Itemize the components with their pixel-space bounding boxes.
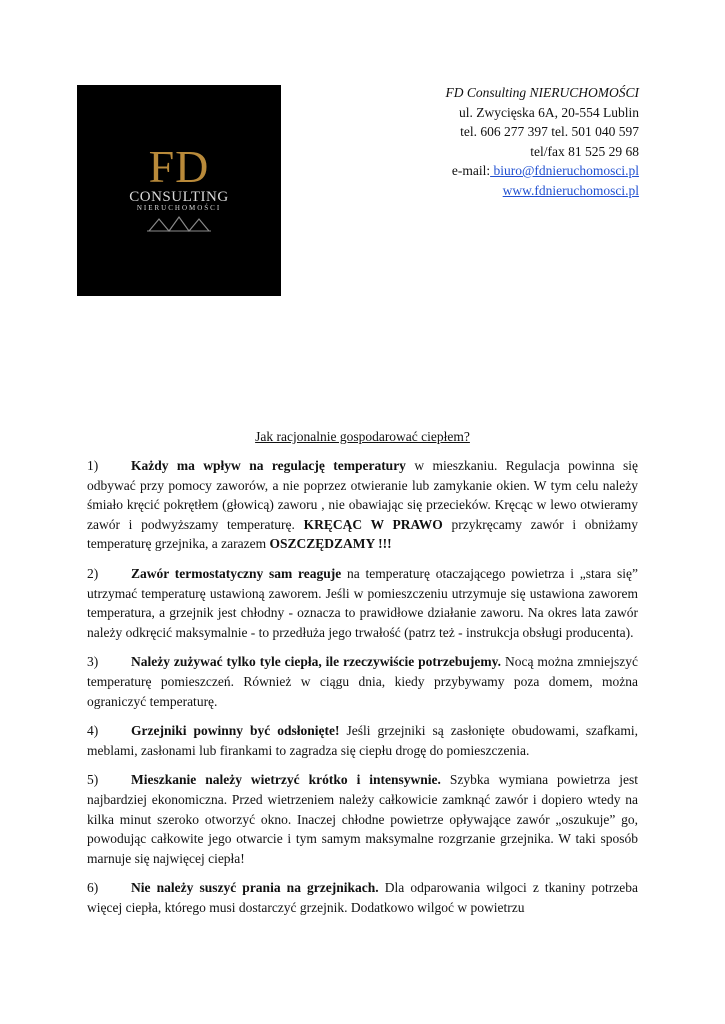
item-number: 4) [87,723,99,739]
item-emphasis: KRĘCĄC W PRAWO [303,516,443,532]
item-heading: Nie należy suszyć prania na grzejnikach. [131,880,379,896]
logo-skyline [149,217,209,231]
company-website-line [446,181,640,201]
item-heading: Grzejniki powinny być odsłonięte! [131,723,340,739]
item-text: Jeśli grzejniki są zasłonięte obudowami, szafkami, meblami, zasłonami lub firankami to zagradza się ciepłu drogę do pomieszczenia. [87,723,638,758]
item-heading: Każdy ma wpływ na regulację temperatury [131,458,406,473]
logo-mark: FD [148,141,210,192]
email-label: e-mail: [451,163,491,178]
company-address: ul. Zwycięska 6A, 20-554 Lublin [459,104,639,120]
document-title: Jak racjonalnie gospodarować ciepłem? [255,429,470,444]
item-text-continued: przykręcamy zawór i obniżamy temperaturę grzejnika, a zarazem [87,516,639,552]
logo-subline: NIERUCHOMOŚCI [136,204,222,212]
email-link[interactable]: biuro@fdnieruchomosci.pl [490,163,639,178]
item-text: Nocą można zmniejszyć temperaturę pomieszczeń. Również w ciągu dnia, kiedy przybywamy poza domem, można ograniczyć temperaturę. [87,654,638,709]
item-emphasis-final: OSZCZĘDZAMY !!! [269,536,392,552]
item-number: 2) [87,565,99,581]
list-item [87,721,638,760]
company-email-line [446,161,640,181]
item-heading: Zawór termostatyczny sam reaguje [131,565,342,581]
logo-consulting-text: CONSULTING [129,189,229,205]
company-fax: tel/fax 81 525 29 68 [530,143,639,159]
item-text: Dla odparowania wilgoci z tkaniny potrzeba więcej ciepła, którego musi dostarczyć grzejnik. Dodatkowo wilgoć w powietrzu [87,880,638,915]
company-name: FD Consulting NIERUCHOMOŚCI [445,85,639,100]
item-number: 5) [87,772,99,788]
list-item [87,456,638,554]
website-link[interactable]: www.fdnieruchomosci.pl [502,182,639,198]
item-heading: Mieszkanie należy wietrzyć krótko i intensywnie. [131,772,441,788]
company-logo [77,85,281,296]
document-body [87,456,638,927]
list-item [87,878,638,917]
list-item [87,770,638,868]
list-item [87,652,638,711]
item-text: na temperaturę otaczającego powietrza i „stara się” utrzymać temperaturę ustawioną zaworem. Jeśli w pomieszczeniu utrzymuje się ustawiona zaworem temperatura, a grzejnik jest chłodny - oznacza to prawidłowe działanie zaworu. Na okres lata zawór należy odkręcić maksymalnie - to przedłuża jego trwałość (patrz też - instrukcja obsługi producenta). [87,565,638,640]
item-text: w mieszkaniu. Regulacja powinna się odbywać przy pomocy zaworów, a nie poprzez otwieranie lub zamykanie okien. W tym celu należy śmiało kręcić pokrętłem (głowicą) zaworu , nie obawiając się przecieków. Kręcąc w lewo otwieramy zawór i podwyższamy temperaturę. [87,458,638,532]
item-number: 1) [87,458,99,473]
company-phones: tel. 606 277 397 tel. 501 040 597 [460,124,639,139]
item-text: Szybka wymiana powietrza jest najbardziej ekonomiczna. Przed wietrzeniem należy całkowicie zamknąć zawór i dopiero wtedy na kilka minut szeroko otworzyć okno. Inaczej chłodne powietrze opływające zawór „oszukuje” go, powodując całkowite jego otwarcie i tym samym maksymalne rozgrzanie grzejnika. W taki sposób marnuje się najwięcej ciepła! [87,772,638,866]
item-number: 6) [87,880,99,896]
company-contact-block [446,83,640,200]
list-item [87,564,638,642]
item-heading: Należy zużywać tylko tyle ciepła, ile rzeczywiście potrzebujemy. [131,654,502,670]
item-number: 3) [87,654,99,670]
